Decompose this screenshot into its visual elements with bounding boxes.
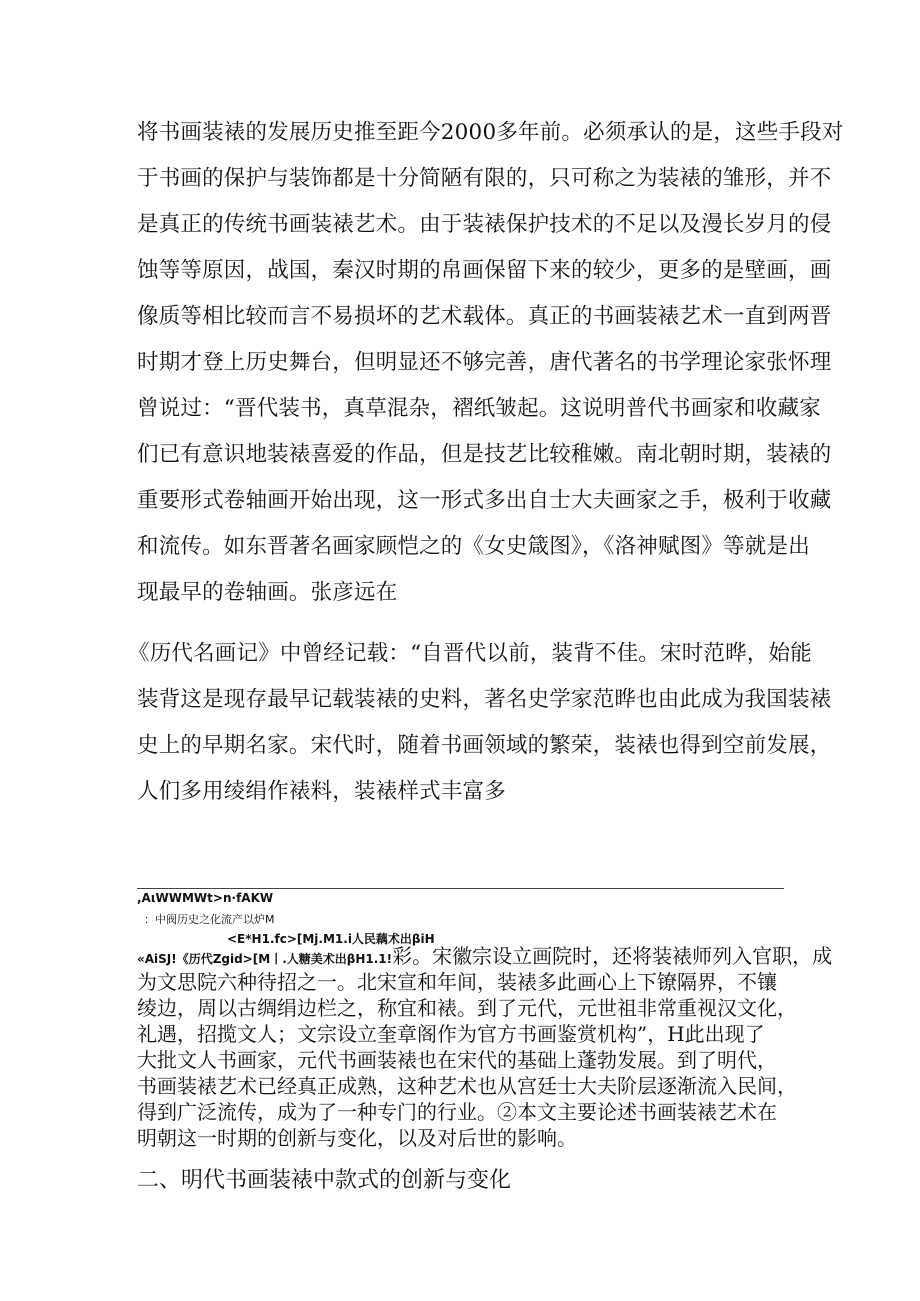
footnote-inline-prefix: «AiSJ!《历代Zgid>[M丨.人糖美术出βH1.1! (137, 952, 393, 966)
body-text-line: 是真正的传统书画装裱艺术。由于装裱保护技术的不足以及漫长岁月的侵 (137, 212, 832, 237)
body-text-segment: 彩。宋徽宗设立画院时，还将装裱师列入官职，成 (392, 944, 833, 968)
body-text-line: 史上的早期名家。宋代时，随着书画领域的繁荣，装裱也得到空前发展， (137, 733, 832, 758)
body-text-line: 得到广泛流传，成为了一种专门的行业。②本文主要论述书画装裱艺术在 (137, 1100, 777, 1124)
body-text-line: 装背这是现存最早记载装裱的史料，著名史学家范晔也由此成为我国装裱 (137, 687, 832, 712)
body-text-line: 书画装裱艺术已经真正成熟，这种艺术也从宫廷士大夫阶层逐渐流入民间， (137, 1074, 797, 1098)
body-text-line: 像质等相比较而言不易损坏的艺术载体。真正的书画装裱艺术一直到两晋 (137, 304, 832, 329)
body-text-line: 大批文人书画家，元代书画装裱也在宋代的基础上蓬勃发展。到了明代， (137, 1048, 777, 1072)
section-heading: 二、明代书画装裱中款式的创新与变化 (137, 1168, 512, 1193)
body-text-line: 重要形式卷轴画开始出现，这一形式多出自士大夫画家之手，极利于收藏 (137, 488, 832, 513)
footnote-separator (137, 888, 784, 889)
body-text-line: 人们多用绫绢作裱料，装裱样式丰富多 (137, 779, 506, 804)
body-text-line: 们已有意识地装裱喜爱的作品，但是技艺比较稚嫩。南北朝时期，装裱的 (137, 442, 832, 467)
body-text-line: 《历代名画记》中曾经记载：“自晋代以前，装背不佳。宋时范晔，始能 (128, 641, 812, 666)
footnote-line: <E*H1.fc>[Mj.M1.i人民藕术出βiH (227, 932, 435, 946)
body-text-line: 和流传。如东晋著名画家顾恺之的《女史箴图》，《洛神赋图》等就是出 (137, 534, 810, 559)
body-text-line: 为文思院六种待招之一。北宋宣和年间，装裱多此画心上下镣隔界，不镶 (137, 970, 777, 994)
body-text-line: 于书画的保护与装饰都是十分简陋有限的，只可称之为装裱的雏形，并不 (137, 166, 832, 191)
body-text-line: 现最早的卷轴画。张彦远在 (137, 580, 398, 605)
footnote-line: ,AιWWMWt>n·fAKW (137, 891, 274, 905)
body-text-line (137, 943, 832, 972)
footnote-line: ：中阀历史之化流产以炉M (144, 913, 275, 926)
body-text-line: 时期才登上历史舞台，但明显还不够完善，唐代著名的书学理论家张怀理 (137, 350, 832, 375)
body-text-line: 绫边，周以古绸绢边栏之，称宜和裱。到了元代，元世祖非常重视汉文化， (137, 996, 797, 1020)
body-text-line: 蚀等等原因，战国，秦汉时期的帛画保留下来的较少，更多的是壁画，画 (137, 258, 832, 283)
body-text-line: 礼遇，招揽文人；文宗设立奎章阁作为官方书画鉴赏机构”，H此出现了 (137, 1022, 765, 1046)
body-text-line: 明朝这一时期的创新与变化，以及对后世的影响。 (137, 1126, 577, 1150)
body-text-line: 将书画装裱的发展历史推至距今2000多年前。必须承认的是，这些手段对 (137, 120, 844, 145)
body-text-line: 曾说过：“晋代装书，真草混杂，褶纸皱起。这说明普代书画家和收藏家 (137, 396, 821, 421)
